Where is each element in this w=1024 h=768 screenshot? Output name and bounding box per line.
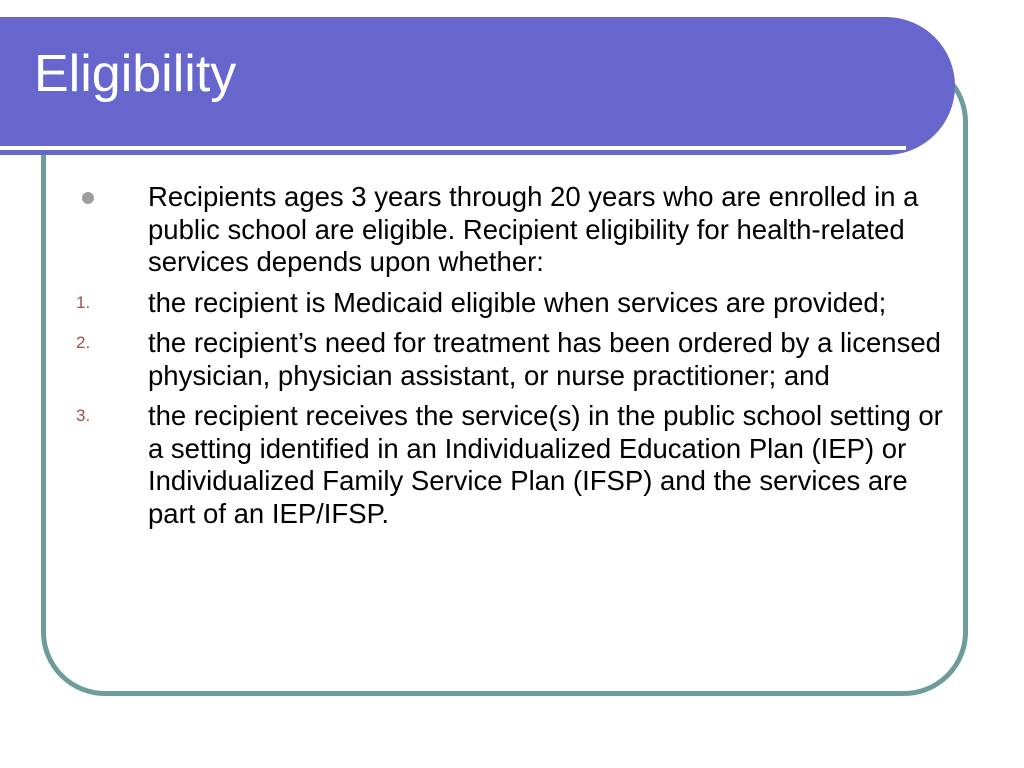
number-marker: 1. bbox=[76, 292, 91, 312]
list-item-intro bbox=[76, 181, 946, 279]
list-item-1 bbox=[76, 287, 946, 320]
list-item-3 bbox=[76, 400, 946, 530]
number-marker: 2. bbox=[76, 333, 91, 352]
list-item-text: the recipient’s need for treatment has been ordered by a licensed physician, physician assistant, or nurse practitioner; and bbox=[148, 327, 941, 391]
list-item-text: the recipient is Medicaid eligible when services are provided; bbox=[148, 286, 887, 318]
list-item-text: the recipient receives the service(s) in the public school setting or a setting identified in an Individualized Education Plan (IEP) or Individualized Family Service Plan (IFSP) and the services are part of an IEP/IFSP. bbox=[148, 400, 943, 529]
number-marker: 3. bbox=[76, 406, 91, 425]
list-item-2 bbox=[76, 327, 946, 392]
title-underline-rule bbox=[0, 146, 906, 150]
list-item-text: Recipients ages 3 years through 20 years who are enrolled in a public school are eligible. Recipient eligibility for health-related services depends upon whether: bbox=[148, 181, 919, 277]
body-list bbox=[76, 181, 946, 538]
slide-title: Eligibility bbox=[34, 45, 237, 103]
bullet-dot-icon bbox=[82, 192, 94, 204]
